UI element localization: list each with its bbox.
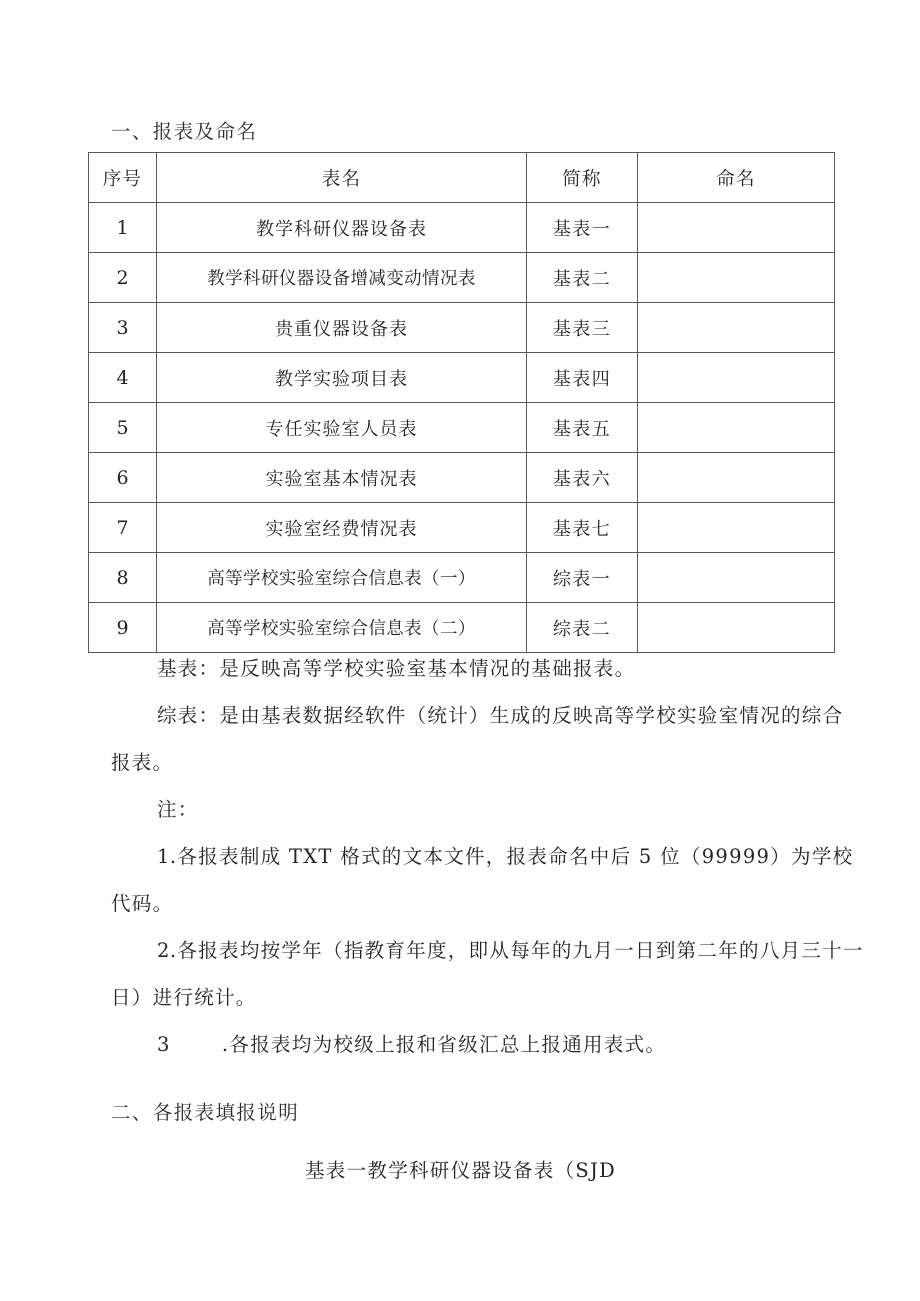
column-header-seq: 序号 [89,153,157,203]
cell-code [638,353,835,403]
cell-seq: 6 [89,453,157,503]
report-naming-table [88,152,835,653]
cell-seq: 9 [89,603,157,653]
cell-name: 高等学校实验室综合信息表（二） [157,603,527,653]
note-item-1 [111,833,871,927]
definition-zongbiao [111,692,859,786]
column-header-abbr: 简称 [527,153,638,203]
cell-abbr: 基表七 [527,503,638,553]
cell-seq: 8 [89,553,157,603]
cell-abbr: 基表三 [527,303,638,353]
column-header-code: 命名 [638,153,835,203]
table-row [89,503,835,553]
cell-abbr: 基表四 [527,353,638,403]
column-header-name: 表名 [157,153,527,203]
note-3-number: 3 [157,1033,170,1056]
section-heading-two: 二、各报表填报说明 [111,1101,300,1124]
cell-abbr: 基表一 [527,203,638,253]
table-row [89,553,835,603]
cell-seq: 5 [89,403,157,453]
table-header-row [89,153,835,203]
cell-code [638,453,835,503]
cell-name: 高等学校实验室综合信息表（一） [157,553,527,603]
definition-jibiao-text: 基表：是反映高等学校实验室基本情况的基础报表。 [157,657,636,680]
cell-code [638,253,835,303]
note-1-number: 1 [157,845,170,868]
cell-code [638,403,835,453]
cell-code [638,503,835,553]
note-2-number: 2 [157,939,170,962]
cell-abbr: 基表五 [527,403,638,453]
note-item-2 [111,927,873,1021]
cell-abbr: 综表二 [527,603,638,653]
table-row [89,253,835,303]
final-form-title: 基表一教学科研仪器设备表（SJD [305,1159,617,1182]
cell-seq: 1 [89,203,157,253]
cell-name: 实验室经费情况表 [157,503,527,553]
table-row [89,203,835,253]
table-row [89,403,835,453]
note-item-3 [111,1021,851,1068]
cell-name: 教学实验项目表 [157,353,527,403]
cell-code [638,303,835,353]
notes-label [111,786,851,833]
cell-code [638,553,835,603]
section-heading-one: 一、报表及命名 [111,120,258,143]
table-row [89,453,835,503]
cell-abbr: 综表一 [527,553,638,603]
cell-seq: 4 [89,353,157,403]
definition-jibiao [111,645,851,692]
table-row [89,303,835,353]
definition-zongbiao-text: 综表：是由基表数据经软件（统计）生成的反映高等学校实验室情况的综合报表。 [111,704,844,774]
note-3-text: .各报表均为校级上报和省级汇总上报通用表式。 [221,1033,667,1056]
cell-code [638,203,835,253]
cell-name: 教学科研仪器设备表 [157,203,527,253]
cell-seq: 7 [89,503,157,553]
note-1-text: .各报表制成 TXT 格式的文本文件，报表命名中后 5 位（99999）为学校代码。 [111,845,854,915]
cell-abbr: 基表六 [527,453,638,503]
cell-seq: 3 [89,303,157,353]
cell-name: 实验室基本情况表 [157,453,527,503]
cell-name: 专任实验室人员表 [157,403,527,453]
cell-name: 贵重仪器设备表 [157,303,527,353]
table-row [89,353,835,403]
notes-label-text: 注： [157,798,199,821]
note-2-text: .各报表均按学年（指教育年度，即从每年的九月一日到第二年的八月三十一日）进行统计。 [111,939,864,1009]
cell-abbr: 基表二 [527,253,638,303]
cell-seq: 2 [89,253,157,303]
cell-name: 教学科研仪器设备增减变动情况表 [157,253,527,303]
